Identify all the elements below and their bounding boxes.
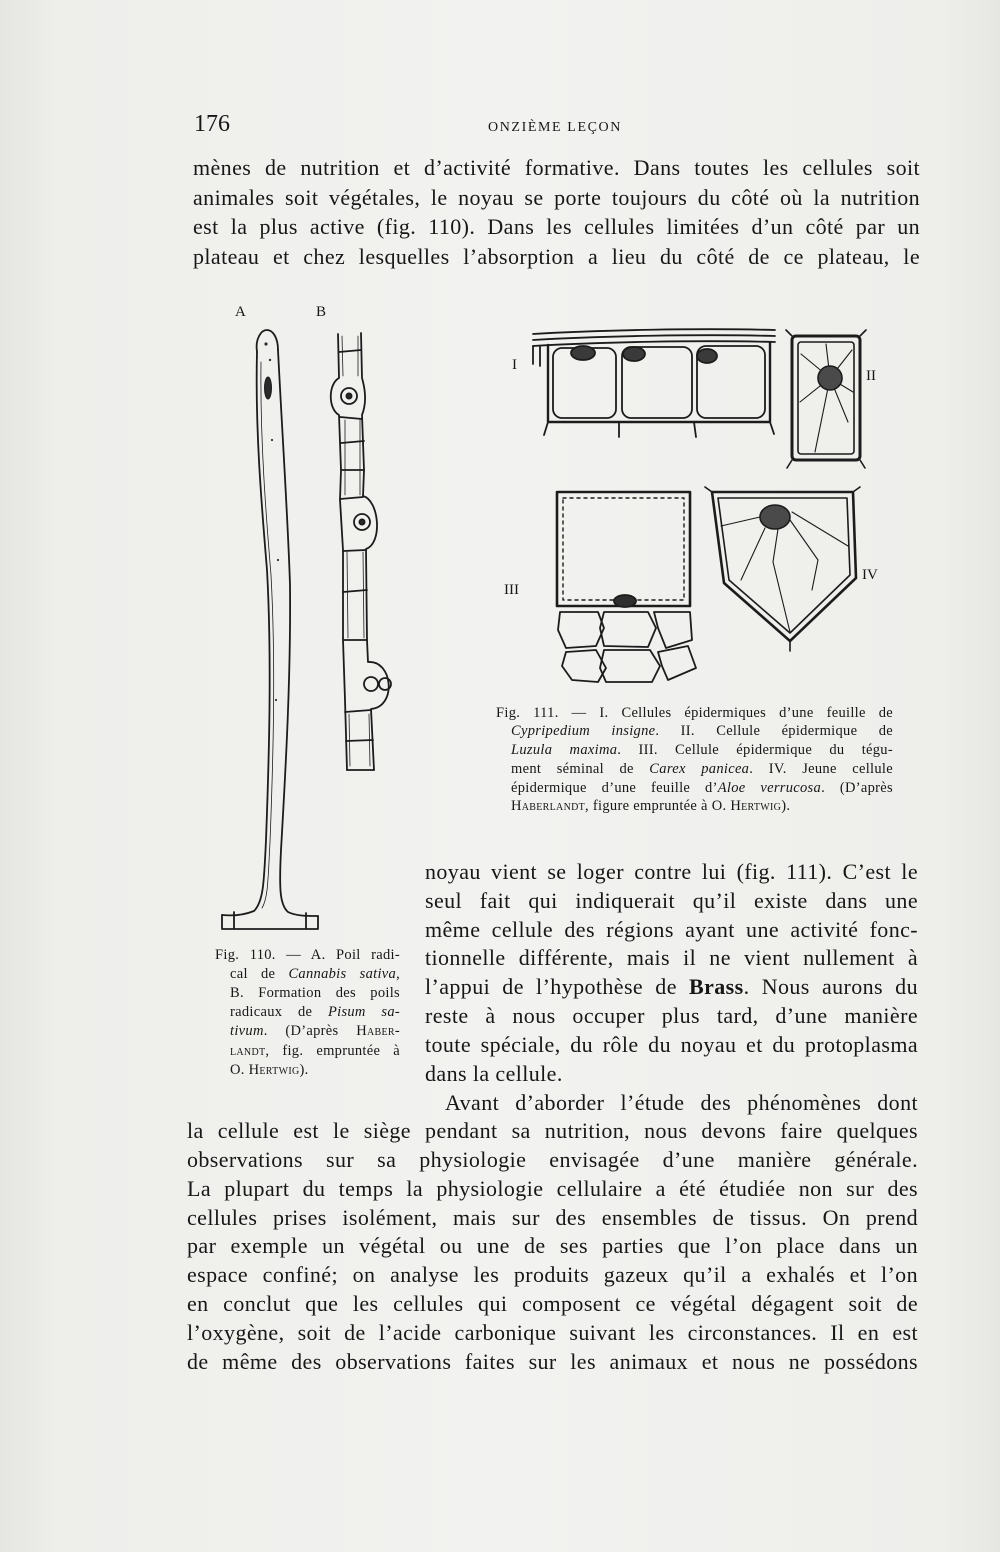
caption-text: , fig. empruntée à bbox=[265, 1042, 400, 1059]
granule bbox=[269, 359, 271, 361]
body-text-line: en conclut que les cellules qui composent ce végétal dégagent soit de bbox=[187, 1291, 918, 1317]
figure-111-cell-iv bbox=[705, 487, 860, 651]
caption-line: B. Formation des poils bbox=[230, 984, 400, 1001]
figure-111-cells-i bbox=[533, 329, 775, 437]
figure-110-label-a: A bbox=[235, 304, 246, 320]
tegument-cell bbox=[600, 650, 660, 682]
body-text-line: observations sur sa physiologie envisagée d’une manière générale. bbox=[187, 1147, 918, 1173]
caption-line bbox=[511, 722, 893, 741]
caption-text: cal de bbox=[230, 965, 289, 982]
cell-wall-pitted-lining bbox=[563, 498, 684, 600]
figure-110-hair-formation-b bbox=[331, 333, 391, 770]
body-text-line: seul fait qui indiquerait qu’il existe dans une bbox=[425, 887, 918, 913]
figure-110-caption bbox=[215, 946, 400, 1080]
caption-text: . (D’après bbox=[263, 1023, 357, 1040]
caption-text: , figure empruntée à O. bbox=[585, 798, 731, 815]
caption-line bbox=[230, 1042, 400, 1061]
caption-line: Fig. 111. — I. Cellules épidermiques d’une feuille de bbox=[496, 704, 893, 721]
figure-110-label-b: B bbox=[316, 304, 327, 320]
cell-file-right-wall bbox=[361, 333, 389, 770]
author-name: Haberlandt bbox=[511, 798, 586, 815]
species-name: Cannabis sativa bbox=[288, 965, 397, 982]
figure-111-label-iii: III bbox=[504, 582, 519, 598]
body-text-line: animales soit végétales, le noyau se porte toujours du côté où la nutrition bbox=[193, 184, 920, 210]
caption-line bbox=[511, 797, 893, 816]
cuticle-layer bbox=[533, 329, 775, 334]
caption-line bbox=[230, 1022, 400, 1041]
root-hair-left-wall bbox=[222, 352, 270, 915]
figure-111-label-iv: IV bbox=[862, 567, 878, 583]
caption-text: . IV. Jeune cellule bbox=[749, 760, 893, 777]
figure-110-root-hair-a bbox=[222, 330, 318, 929]
tegument-cell bbox=[654, 612, 692, 648]
root-hair-right-wall bbox=[278, 350, 318, 916]
body-text-line: cellules prises isolément, mais sur des ensembles de tissus. On prend bbox=[187, 1204, 918, 1230]
body-text-line: tionnelle différente, mais il ne vient nullement à bbox=[425, 945, 918, 971]
caption-text: . II. Cellule épidermique de bbox=[655, 723, 893, 740]
body-text-line: dans la cellule. bbox=[425, 1060, 563, 1086]
body-text-line: reste à nous occuper plus tard, d’une manière bbox=[425, 1002, 918, 1028]
species-name: Luzula maxima bbox=[511, 742, 618, 759]
tegument-cell bbox=[558, 612, 604, 648]
body-text-line: noyau vient se loger contre lui (fig. 111). C’est le bbox=[425, 859, 918, 884]
caption-line: Fig. 110. — A. Poil radi- bbox=[215, 946, 400, 963]
nucleolus bbox=[359, 519, 364, 524]
caption-text: épidermique d’une feuille d’ bbox=[511, 779, 718, 796]
nucleus bbox=[623, 347, 645, 361]
granule bbox=[264, 342, 267, 345]
body-text: l’appui de l’hypothèse de bbox=[425, 974, 690, 1000]
body-text-line: de même des observations faites sur les animaux et nous ne possédons bbox=[187, 1348, 918, 1374]
cell-file-left-wall bbox=[331, 334, 347, 770]
tegument-cell bbox=[562, 650, 606, 682]
caption-line bbox=[511, 779, 893, 798]
granule bbox=[275, 699, 277, 701]
species-name: tivum bbox=[230, 1023, 264, 1040]
body-text-line: l’oxygène, soit de l’acide carbonique suivant les circonstances. Il en est bbox=[187, 1319, 918, 1345]
caption-text: , bbox=[396, 965, 400, 982]
wall-spikes bbox=[544, 422, 774, 437]
figure-111-label-ii: II bbox=[866, 368, 876, 384]
figure-111-cell-iii bbox=[557, 492, 696, 682]
body-text-line: la cellule est le siège pendant sa nutrition, nous devons faire quelques bbox=[187, 1118, 918, 1144]
page-number: 176 bbox=[194, 111, 230, 137]
body-text-line: plateau et chez lesquelles l’absorption a lieu du côté de ce plateau, le bbox=[193, 243, 920, 269]
caption-text: O. bbox=[230, 1061, 249, 1078]
cytoplasm-strands bbox=[800, 344, 853, 452]
running-head: ONZIÈME LEÇON bbox=[488, 120, 622, 135]
tegument-cell bbox=[658, 646, 696, 680]
body-text-line: mènes de nutrition et d’activité formative. Dans toutes les cellules soit bbox=[193, 155, 920, 180]
caption-line bbox=[230, 1061, 400, 1080]
caption-text: ment séminal de bbox=[511, 760, 650, 777]
species-name: Aloe verrucosa bbox=[717, 779, 822, 796]
body-text-line bbox=[425, 973, 918, 1002]
caption-line bbox=[511, 741, 893, 760]
cell-cross-walls bbox=[339, 350, 374, 770]
body-text-line: espace confiné; on analyse les produits gazeux qu’il a exhalés et l’on bbox=[187, 1262, 918, 1288]
nucleus bbox=[760, 505, 790, 529]
granule bbox=[277, 559, 279, 561]
nucleus bbox=[697, 349, 717, 363]
figure-111-caption bbox=[496, 704, 893, 817]
author-name: Haber- bbox=[356, 1023, 400, 1040]
body-text-line: par exemple un végétal ou une de ses parties que l’on place dans un bbox=[187, 1233, 918, 1259]
nucleus bbox=[571, 346, 595, 360]
species-name: Pisum sa- bbox=[327, 1004, 400, 1021]
paragraph-bottom bbox=[187, 1089, 918, 1377]
nucleolus bbox=[346, 393, 351, 398]
species-name: Cypripedium insigne bbox=[511, 723, 656, 740]
caption-text: ). bbox=[781, 798, 791, 815]
caption-line bbox=[511, 760, 893, 779]
author-name: Brass bbox=[689, 974, 744, 1000]
partial-cell-wall bbox=[533, 346, 540, 366]
caption-text: . (D’après bbox=[821, 779, 893, 796]
body-text-line: est la plus active (fig. 110). Dans les cellules limitées d’un côté par un bbox=[193, 214, 920, 239]
root-hair-tip bbox=[257, 330, 278, 352]
body-text: . Nous aurons du bbox=[743, 974, 918, 1000]
granule bbox=[271, 439, 273, 441]
body-text-line: même cellule des régions ayant une activité fonc- bbox=[425, 916, 918, 942]
figure-111-label-i: I bbox=[512, 357, 517, 373]
root-hair-nucleus bbox=[265, 377, 272, 399]
cell-wall-outer bbox=[557, 492, 690, 606]
figure-111-cell-ii bbox=[786, 330, 866, 468]
caption-text: radicaux de bbox=[230, 1004, 328, 1021]
body-text-line: La plupart du temps la physiologie cellulaire a été étudiée non sur des bbox=[187, 1175, 918, 1201]
tegument-cell bbox=[600, 612, 656, 647]
author-name: Hertwig bbox=[248, 1061, 300, 1078]
body-text-line: Avant d’aborder l’étude des phénomènes dont bbox=[445, 1089, 918, 1115]
young-hair-cell bbox=[364, 677, 378, 691]
author-name: Hertwig bbox=[730, 798, 782, 815]
cytoplasm-strands bbox=[721, 512, 848, 632]
species-name: Carex panicea bbox=[649, 760, 750, 777]
caption-text: ). bbox=[299, 1061, 309, 1078]
caption-line bbox=[230, 965, 400, 984]
caption-line bbox=[230, 1003, 400, 1022]
caption-text: . III. Cellule épidermique du tégu- bbox=[617, 742, 893, 759]
nucleus bbox=[818, 366, 842, 390]
body-text-line: toute spéciale, du rôle du noyau et du protoplasma bbox=[425, 1031, 918, 1057]
author-name: landt bbox=[230, 1042, 266, 1059]
cuticle-layer bbox=[533, 335, 775, 340]
nucleus bbox=[614, 595, 636, 607]
paragraph-column bbox=[425, 858, 918, 1088]
